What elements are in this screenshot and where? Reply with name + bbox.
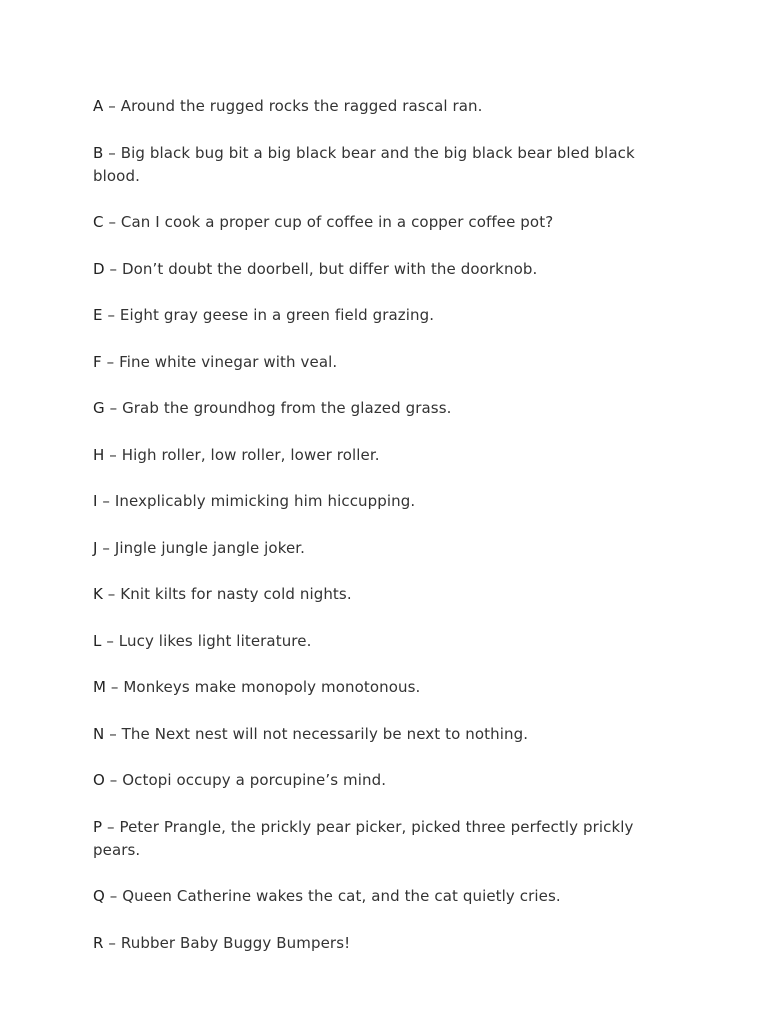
entry-text: – Jingle jungle jangle joker. (97, 538, 306, 557)
entry-r (93, 932, 673, 955)
entry-p (93, 816, 673, 862)
entry-letter: R (93, 933, 104, 952)
entry-text: – The Next nest will not necessarily be next to nothing. (104, 724, 529, 743)
entry-text: – Lucy likes light literature. (101, 631, 312, 650)
entry-letter: L (93, 631, 102, 650)
entry-q (93, 885, 673, 908)
entry-letter: H (93, 445, 105, 464)
entry-i (93, 490, 673, 513)
entry-text: – Fine white vinegar with veal. (101, 352, 338, 371)
entry-j (93, 537, 673, 560)
entry-letter: J (93, 538, 98, 557)
entry-letter: I (93, 492, 98, 510)
entry-text: – Big black bug bit a big black bear and the big black bear bled black blood. (93, 143, 635, 185)
entry-text: – Queen Catherine wakes the cat, and the cat quietly cries. (104, 887, 561, 905)
entry-text: – Inexplicably mimicking him hiccupping. (97, 492, 416, 510)
entry-d (93, 258, 673, 281)
entry-letter: G (93, 399, 105, 417)
tongue-twister-list (93, 95, 673, 978)
entry-text: – Don’t doubt the doorbell, but differ with the doorknob. (104, 259, 538, 278)
entry-n (93, 723, 673, 746)
entry-c (93, 211, 673, 234)
entry-text: – High roller, low roller, lower roller. (104, 445, 380, 464)
entry-letter: M (93, 678, 107, 696)
entry-letter: F (93, 352, 102, 371)
entry-text: – Around the rugged rocks the ragged rascal ran. (103, 97, 483, 115)
entry-l (93, 630, 673, 653)
entry-letter: B (93, 143, 104, 162)
entry-b (93, 142, 673, 188)
entry-text: – Monkeys make monopoly monotonous. (106, 678, 421, 696)
entry-letter: Q (93, 887, 105, 905)
entry-text: – Knit kilts for nasty cold nights. (102, 585, 352, 603)
entry-letter: P (93, 817, 103, 836)
entry-letter: C (93, 213, 104, 231)
entry-text: – Grab the groundhog from the glazed grass. (104, 399, 452, 417)
entry-o (93, 769, 673, 792)
entry-e (93, 304, 673, 327)
entry-k (93, 583, 673, 606)
entry-letter: D (93, 259, 105, 278)
entry-a (93, 95, 673, 118)
entry-text: – Octopi occupy a porcupine’s mind. (104, 771, 387, 789)
entry-letter: O (93, 771, 105, 789)
entry-h (93, 444, 673, 467)
entry-text: – Can I cook a proper cup of coffee in a copper coffee pot? (103, 213, 554, 231)
entry-g (93, 397, 673, 420)
entry-m (93, 676, 673, 699)
entry-letter: A (93, 97, 104, 115)
entry-text: – Eight gray geese in a green field grazing. (102, 306, 435, 324)
entry-letter: K (93, 585, 103, 603)
entry-letter: N (93, 724, 105, 743)
entry-letter: E (93, 306, 103, 324)
entry-text: – Rubber Baby Buggy Bumpers! (103, 933, 351, 952)
entry-text: – Peter Prangle, the prickly pear picker, picked three perfectly prickly pears. (93, 817, 634, 859)
entry-f (93, 351, 673, 374)
